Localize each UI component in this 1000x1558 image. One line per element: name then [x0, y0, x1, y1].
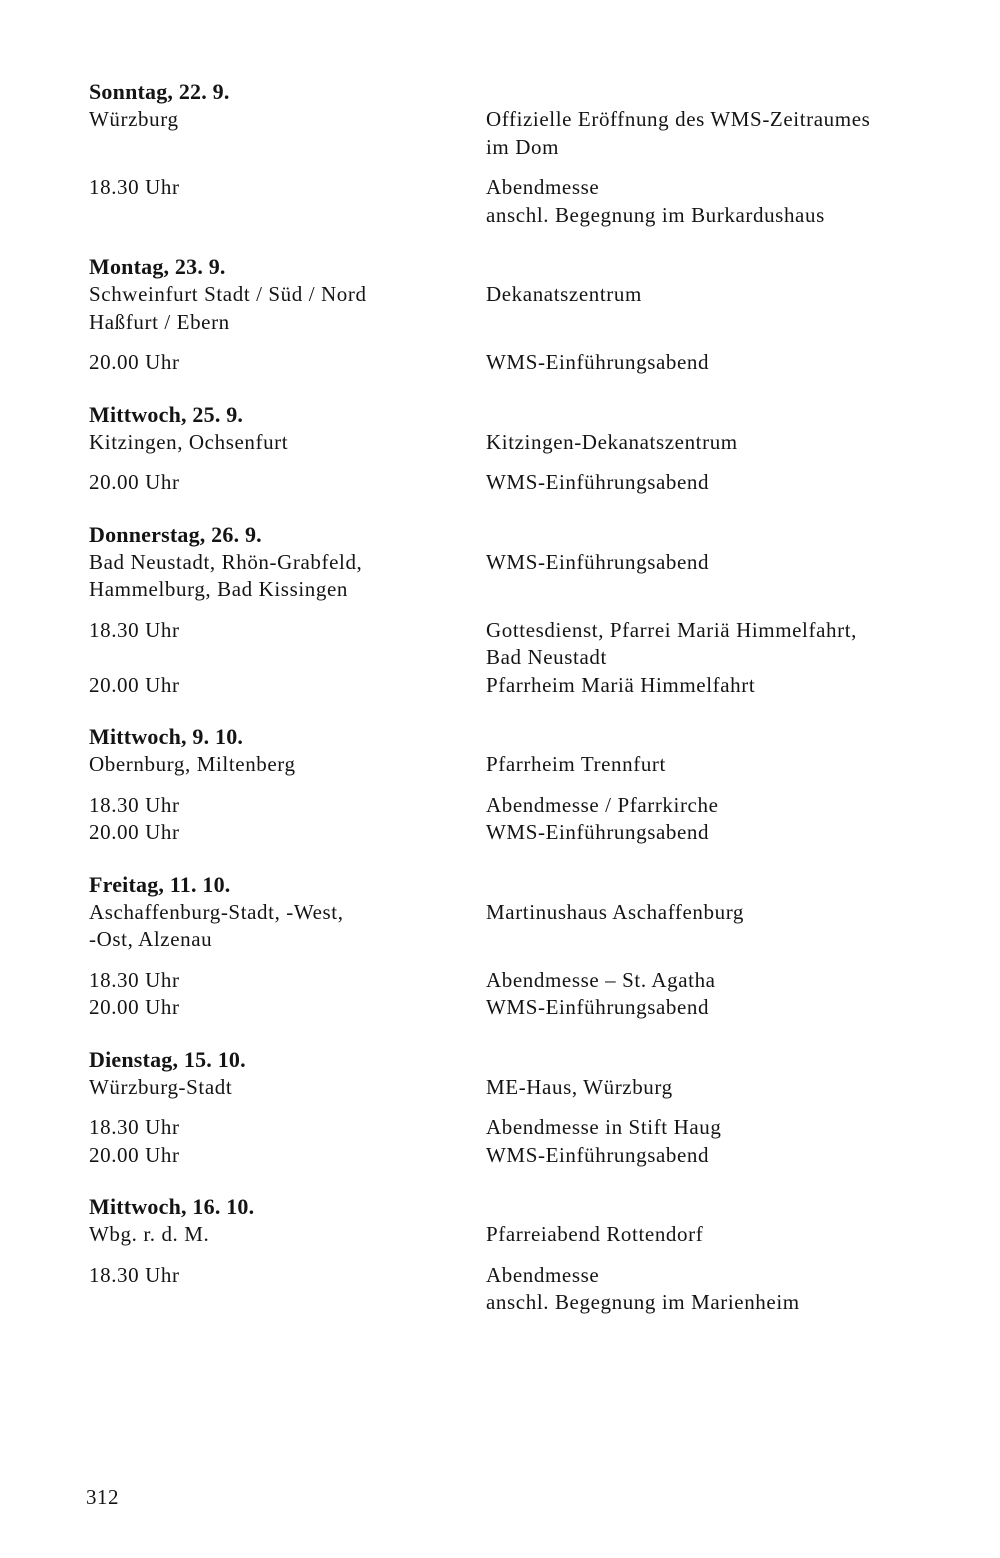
entry-date: Freitag, 11. 10.: [89, 871, 231, 897]
row-place-or-time: 18.30 Uhr: [89, 1262, 180, 1287]
row-event: WMS-Einführungsabend: [486, 820, 710, 844]
row-event: ME-Haus, Würzburg: [486, 1074, 673, 1099]
entry-row: [89, 281, 959, 336]
schedule-entry: [89, 1193, 959, 1317]
row-event: Offizielle Eröffnung des WMS-Zeitraumes im Dom: [486, 107, 871, 159]
entry-row: [89, 994, 959, 1022]
row-event: WMS-Einführungsabend: [486, 995, 710, 1019]
row-place-or-time: Würzburg: [89, 107, 179, 131]
entry-row: [89, 792, 959, 820]
row-place-or-time: Bad Neustadt, Rhön-Grabfeld, Hammelburg, Bad Kissingen: [89, 549, 363, 601]
entry-row: [89, 899, 959, 954]
schedule-entry: [89, 253, 959, 377]
row-place-or-time: 18.30 Uhr: [89, 967, 180, 992]
entry-row: [89, 751, 959, 779]
entry-row: [89, 174, 959, 229]
entry-date: Mittwoch, 25. 9.: [89, 401, 244, 427]
entry-date: Dienstag, 15. 10.: [89, 1046, 246, 1072]
entry-date: Mittwoch, 9. 10.: [89, 724, 244, 749]
schedule-entry: [89, 78, 959, 229]
row-place-or-time: 18.30 Uhr: [89, 792, 180, 817]
row-event: Abendmesse – St. Agatha: [486, 967, 716, 992]
entry-row: [89, 1221, 959, 1249]
row-event: Martinushaus Aschaffenburg: [486, 899, 745, 924]
entry-row: [89, 106, 959, 161]
row-place-or-time: 20.00 Uhr: [89, 995, 180, 1019]
row-place-or-time: 18.30 Uhr: [89, 617, 180, 642]
row-place-or-time: 18.30 Uhr: [89, 1115, 180, 1139]
row-event: Abendmesse anschl. Begegnung im Burkardushaus: [486, 175, 825, 227]
row-event: WMS-Einführungsabend: [486, 350, 710, 374]
row-place-or-time: Kitzingen, Ochsenfurt: [89, 429, 289, 454]
row-event: Abendmesse / Pfarrkirche: [486, 792, 719, 817]
entry-date: Donnerstag, 26. 9.: [89, 521, 262, 547]
entry-row: [89, 967, 959, 995]
entry-row: [89, 1114, 959, 1142]
row-place-or-time: Obernburg, Miltenberg: [89, 752, 296, 776]
row-place-or-time: Würzburg-Stadt: [89, 1074, 233, 1099]
entry-row: [89, 549, 959, 604]
row-place-or-time: Schweinfurt Stadt / Süd / Nord Haßfurt / Ebern: [89, 282, 367, 334]
row-event: Dekanatszentrum: [486, 282, 642, 306]
row-event: Abendmesse anschl. Begegnung im Marienheim: [486, 1262, 800, 1314]
schedule-entry: [89, 723, 959, 847]
entry-row: [89, 1262, 959, 1317]
entry-row: [89, 469, 959, 497]
entry-row: [89, 819, 959, 847]
row-place-or-time: 20.00 Uhr: [89, 820, 180, 844]
row-place-or-time: 20.00 Uhr: [89, 1142, 180, 1167]
entry-row: [89, 1074, 959, 1102]
row-event: Pfarrheim Trennfurt: [486, 752, 666, 776]
row-event: WMS-Einführungsabend: [486, 470, 710, 494]
row-event: Pfarreiabend Rottendorf: [486, 1222, 704, 1246]
row-event: Abendmesse in Stift Haug: [486, 1115, 722, 1139]
schedule-entry: [89, 401, 959, 497]
schedule: [89, 78, 959, 1341]
row-event: Pfarrheim Mariä Himmelfahrt: [486, 672, 756, 697]
row-place-or-time: Wbg. r. d. M.: [89, 1222, 210, 1246]
entry-row: [89, 617, 959, 672]
entry-row: [89, 349, 959, 377]
row-event: WMS-Einführungsabend: [486, 549, 710, 574]
entry-date: Montag, 23. 9.: [89, 254, 226, 279]
entry-row: [89, 1142, 959, 1170]
row-event: Gottesdienst, Pfarrei Mariä Himmelfahrt, Bad Neustadt: [486, 617, 857, 669]
entry-row: [89, 429, 959, 457]
row-event: WMS-Einführungsabend: [486, 1142, 710, 1167]
row-place-or-time: 18.30 Uhr: [89, 175, 180, 199]
entry-row: [89, 672, 959, 700]
row-place-or-time: 20.00 Uhr: [89, 470, 180, 494]
schedule-entry: [89, 521, 959, 700]
row-place-or-time: Aschaffenburg-Stadt, -West, -Ost, Alzenau: [89, 899, 344, 951]
row-event: Kitzingen-Dekanatszentrum: [486, 429, 738, 454]
row-place-or-time: 20.00 Uhr: [89, 672, 180, 697]
entry-date: Sonntag, 22. 9.: [89, 79, 230, 104]
schedule-entry: [89, 871, 959, 1022]
page-number: 312: [86, 1485, 119, 1509]
schedule-entry: [89, 1046, 959, 1170]
entry-date: Mittwoch, 16. 10.: [89, 1194, 255, 1219]
row-place-or-time: 20.00 Uhr: [89, 350, 180, 374]
